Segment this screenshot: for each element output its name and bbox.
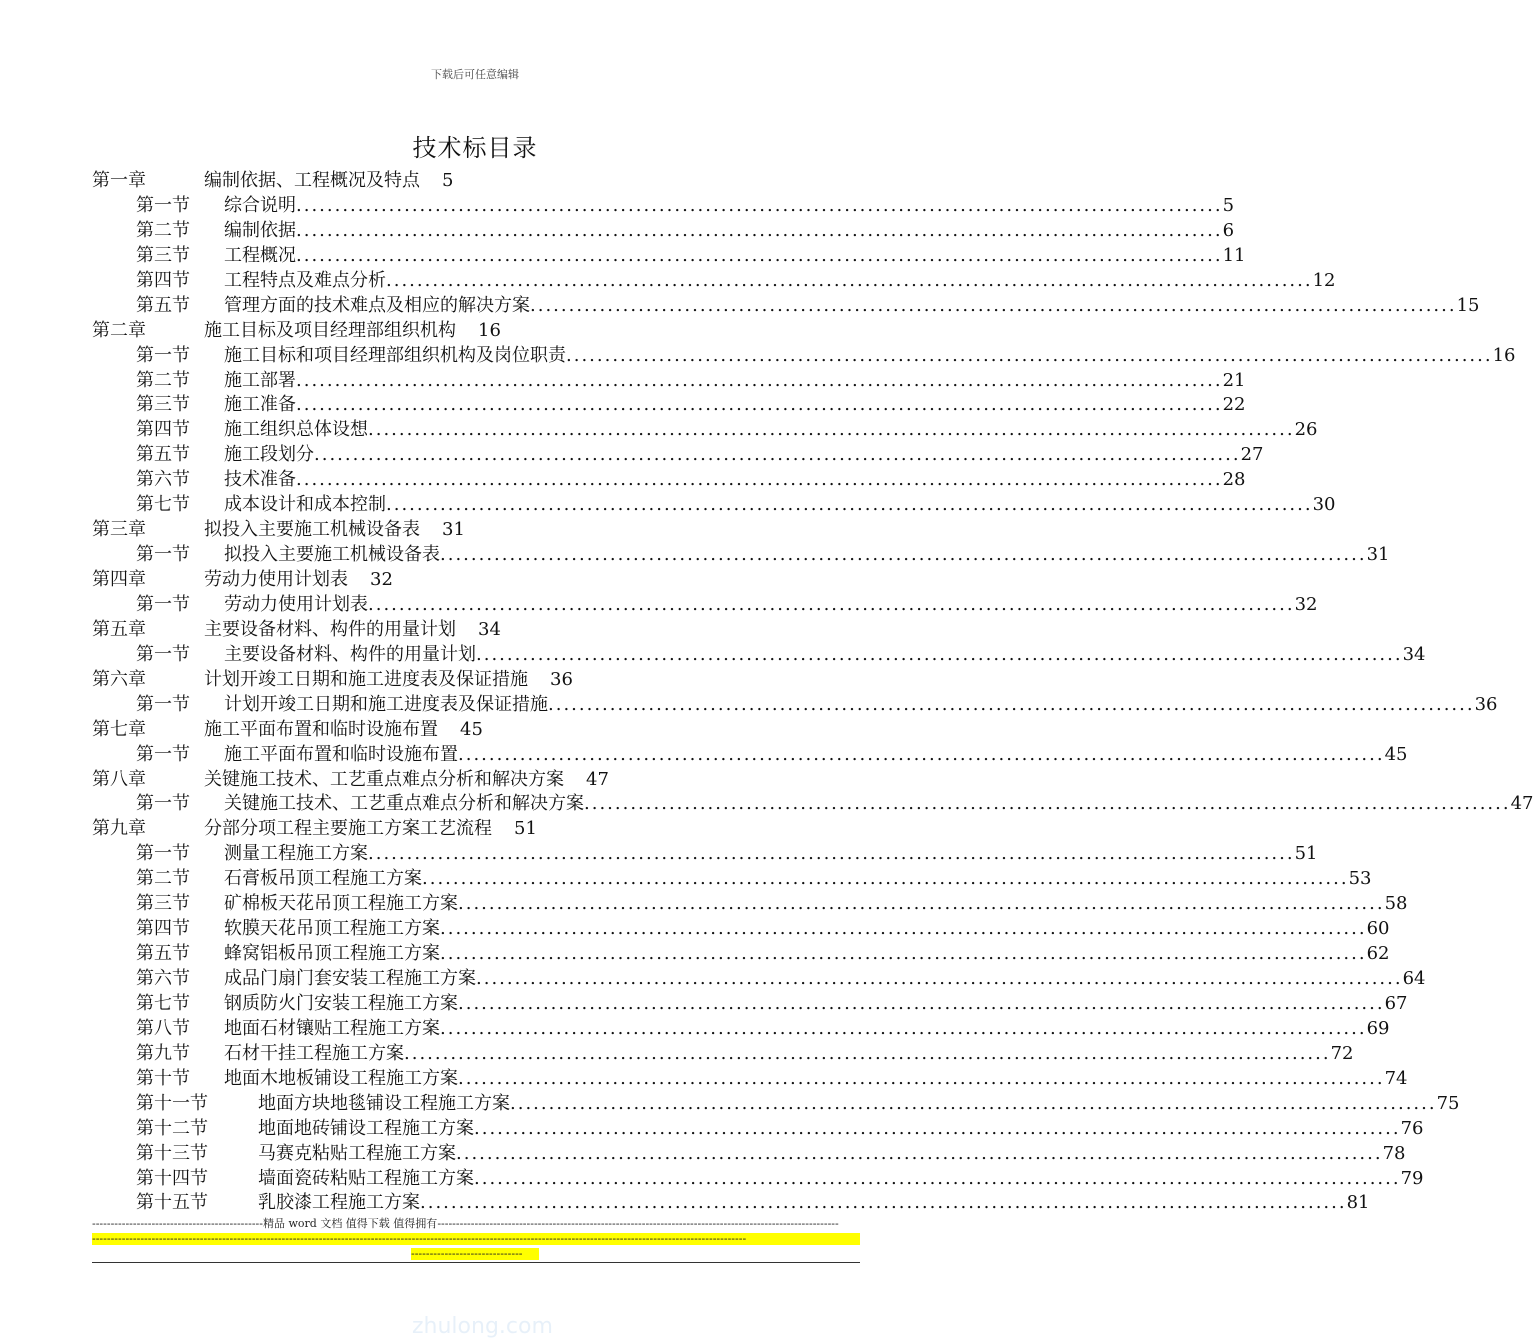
toc-dot-leader: ........................................................................................................................ (530, 294, 1457, 316)
toc-entry-page: 31 (1366, 544, 1390, 566)
toc-dot-leader: ........................................................................................................................ (458, 743, 1385, 765)
footer-banner (92, 1218, 860, 1230)
toc-entry-page: 32 (1294, 593, 1318, 615)
toc-entry-page: 58 (1384, 893, 1408, 915)
footer-text: 精品 word 文档 值得下载 值得拥有 (262, 1217, 438, 1230)
toc-entry-title: 技术准备 (224, 469, 296, 491)
toc-entry-title: 拟投入主要施工机械设备表 (204, 519, 420, 541)
toc-entry-title: 地面木地板铺设工程施工方案 (224, 1067, 458, 1089)
toc-entry-title: 地面方块地毯铺设工程施工方案 (258, 1092, 510, 1114)
toc-chapter-row[interactable] (92, 768, 860, 793)
toc-section-row[interactable] (92, 1042, 1354, 1067)
toc-entry-title: 编制依据 (224, 219, 296, 241)
toc-dot-leader: ........................................................................................................................ (296, 369, 1223, 391)
toc-entry-number: 第十四节 (136, 1167, 208, 1189)
toc-entry-number: 第十二节 (136, 1117, 208, 1139)
toc-entry-page: 78 (1382, 1142, 1406, 1164)
toc-section-row[interactable] (92, 867, 1372, 892)
toc-entry-number: 第一节 (136, 194, 190, 216)
toc-section-row[interactable] (92, 294, 1480, 319)
toc-entry-title: 乳胶漆工程施工方案 (258, 1192, 420, 1214)
toc-chapter-row[interactable] (92, 668, 860, 693)
toc-section-row[interactable] (92, 842, 1318, 867)
toc-entry-number: 第一节 (136, 843, 190, 865)
toc-entry-page: 11 (1222, 244, 1246, 266)
toc-entry-title: 管理方面的技术难点及相应的解决方案 (224, 294, 530, 316)
toc-dot-leader: ........................................................................................................................ (440, 1017, 1367, 1039)
toc-section-row[interactable] (92, 693, 1498, 718)
footer-dashes-left: ---------------------------------------------- (92, 1217, 263, 1230)
toc-section-row[interactable] (92, 418, 1318, 443)
toc-section-row[interactable] (92, 917, 1390, 942)
toc-entry-title: 施工平面布置和临时设施布置 (204, 718, 438, 740)
toc-entry-number: 第四章 (92, 569, 146, 590)
toc-entry-page: 28 (1222, 469, 1246, 491)
toc-entry-title: 关键施工技术、工艺重点难点分析和解决方案 (224, 793, 584, 815)
toc-dot-leader: ........................................................................................................................ (296, 394, 1223, 416)
toc-entry-page: 27 (1240, 444, 1264, 466)
toc-entry-number: 第七节 (136, 494, 190, 516)
toc-entry-page: 79 (1400, 1167, 1424, 1189)
toc-section-row[interactable] (92, 393, 1246, 418)
toc-chapter-row[interactable] (92, 817, 860, 842)
toc-entry-page: 51 (514, 818, 537, 840)
toc-entry-title: 地面石材镶贴工程施工方案 (224, 1017, 440, 1039)
toc-entry-title: 蜂窝铝板吊顶工程施工方案 (224, 943, 440, 965)
toc-entry-title: 施工准备 (224, 394, 296, 416)
toc-entry-page: 31 (442, 519, 465, 541)
toc-dot-leader: ........................................................................................................................ (404, 1042, 1331, 1064)
toc-entry-title: 钢质防火门安装工程施工方案 (224, 992, 458, 1014)
toc-entry-page: 45 (460, 718, 483, 740)
toc-entry-number: 第五节 (136, 444, 190, 466)
toc-section-row[interactable] (92, 468, 1246, 493)
toc-entry-number: 第一节 (136, 693, 190, 715)
footer-dashes-right: ------------------------------------------------------------------------------------------------------------ (437, 1217, 839, 1230)
toc-entry-number: 第四节 (136, 918, 190, 940)
toc-section-row[interactable] (92, 792, 1534, 817)
toc-entry-number: 第二节 (136, 369, 190, 391)
toc-entry-title: 施工组织总体设想 (224, 419, 368, 441)
toc-section-row[interactable] (92, 967, 1426, 992)
toc-entry-page: 34 (478, 618, 501, 640)
toc-entry-title: 施工目标及项目经理部组织机构 (204, 319, 456, 341)
toc-entry-number: 第五节 (136, 943, 190, 965)
document-title: 技术标目录 (412, 134, 538, 162)
toc-entry-number: 第三节 (136, 394, 190, 416)
toc-entry-page: 47 (586, 768, 609, 790)
toc-dot-leader: ........................................................................................................................ (510, 1092, 1437, 1114)
toc-entry-title: 编制依据、工程概况及特点 (204, 170, 420, 191)
toc-section-row[interactable] (92, 1117, 1424, 1142)
toc-entry-page: 6 (1222, 219, 1235, 241)
toc-entry-page: 30 (1312, 494, 1336, 516)
toc-section-row[interactable] (92, 244, 1246, 269)
toc-entry-page: 76 (1400, 1117, 1424, 1139)
toc-section-row[interactable] (92, 942, 1390, 967)
toc-dot-leader: ........................................................................................................................ (566, 344, 1493, 366)
table-of-contents (92, 169, 1534, 1216)
toc-dot-leader: ........................................................................................................................ (296, 244, 1223, 266)
toc-dot-leader: ........................................................................................................................ (584, 793, 1511, 815)
toc-section-row[interactable] (92, 1142, 1406, 1167)
toc-entry-title: 石材干挂工程施工方案 (224, 1042, 404, 1064)
toc-entry-title: 工程特点及难点分析 (224, 269, 386, 291)
toc-entry-page: 32 (370, 569, 393, 590)
toc-chapter-row[interactable] (92, 169, 860, 194)
toc-entry-number: 第五章 (92, 618, 146, 640)
toc-section-row[interactable] (92, 543, 1390, 568)
toc-entry-number: 第十五节 (136, 1192, 208, 1214)
toc-entry-page: 64 (1402, 968, 1426, 989)
toc-dot-leader: ........................................................................................................................ (440, 943, 1367, 965)
toc-entry-number: 第七章 (92, 718, 146, 740)
toc-entry-number: 第十三节 (136, 1142, 208, 1164)
toc-entry-number: 第一节 (136, 793, 190, 815)
toc-entry-number: 第六章 (92, 668, 146, 690)
toc-section-row[interactable] (92, 369, 1246, 394)
toc-entry-title: 主要设备材料、构件的用量计划 (224, 643, 476, 665)
toc-entry-page: 60 (1366, 918, 1390, 940)
toc-entry-number: 第三节 (136, 244, 190, 266)
toc-dot-leader: ........................................................................................................................ (368, 419, 1295, 441)
toc-entry-title: 石膏板吊顶工程施工方案 (224, 868, 422, 890)
toc-section-row[interactable] (92, 743, 1408, 768)
toc-entry-number: 第四节 (136, 269, 190, 291)
toc-entry-page: 5 (1222, 194, 1235, 216)
toc-chapter-row[interactable] (92, 618, 860, 643)
toc-entry-title: 综合说明 (224, 194, 296, 216)
toc-entry-title: 施工段划分 (224, 444, 314, 466)
toc-dot-leader: ........................................................................................................................ (456, 1142, 1383, 1164)
toc-entry-title: 分部分项工程主要施工方案工艺流程 (204, 818, 492, 840)
toc-dot-leader: ........................................................................................................................ (296, 194, 1223, 216)
toc-section-row[interactable] (92, 1191, 1370, 1216)
toc-entry-page: 15 (1456, 294, 1480, 316)
toc-chapter-row[interactable] (92, 568, 860, 593)
toc-entry-number: 第一节 (136, 544, 190, 566)
bottom-rule (92, 1262, 860, 1263)
toc-entry-number: 第十一节 (136, 1092, 208, 1114)
toc-entry-number: 第八节 (136, 1017, 190, 1039)
toc-entry-number: 第一章 (92, 170, 146, 191)
toc-section-row[interactable] (92, 593, 1318, 618)
toc-entry-page: 53 (1348, 868, 1372, 890)
toc-section-row[interactable] (92, 269, 1336, 294)
toc-entry-page: 36 (550, 668, 573, 690)
toc-section-row[interactable] (92, 443, 1264, 468)
toc-entry-number: 第一节 (136, 643, 190, 665)
toc-dot-leader: ........................................................................................................................ (458, 1067, 1385, 1089)
toc-entry-page: 67 (1384, 992, 1408, 1014)
toc-dot-leader: ........................................................................................................................ (458, 992, 1385, 1014)
toc-entry-number: 第五节 (136, 294, 190, 316)
toc-section-row[interactable] (92, 344, 1516, 369)
watermark-text: zhulong.com (412, 1314, 553, 1339)
toc-entry-title: 施工部署 (224, 369, 296, 391)
toc-entry-number: 第一节 (136, 743, 190, 765)
toc-section-row[interactable] (92, 1167, 1424, 1192)
toc-entry-number: 第十节 (136, 1067, 190, 1089)
toc-entry-page: 81 (1346, 1192, 1370, 1214)
toc-chapter-row[interactable] (92, 518, 860, 543)
toc-entry-number: 第九节 (136, 1042, 190, 1064)
toc-entry-page: 69 (1366, 1017, 1390, 1039)
toc-entry-page: 34 (1402, 643, 1426, 665)
toc-section-row[interactable] (92, 1067, 1408, 1092)
toc-entry-number: 第二节 (136, 219, 190, 241)
toc-entry-title: 关键施工技术、工艺重点难点分析和解决方案 (204, 768, 564, 790)
footer-dash-band: -------------------------------------------------------------------------------------------------------------------------------------------------------------------------------- (92, 1233, 860, 1245)
toc-dot-leader: ........................................................................................................................ (476, 643, 1403, 665)
toc-dot-leader: ........................................................................................................................ (386, 494, 1313, 516)
toc-entry-page: 12 (1312, 269, 1336, 291)
footer-dash-band-short: ------------------------------ (411, 1248, 539, 1260)
toc-entry-number: 第三章 (92, 519, 146, 541)
toc-dot-leader: ........................................................................................................................ (548, 693, 1475, 715)
toc-entry-title: 计划开竣工日期和施工进度表及保证措施 (204, 668, 528, 690)
toc-entry-number: 第一节 (136, 593, 190, 615)
toc-section-row[interactable] (92, 493, 1336, 518)
toc-entry-page: 16 (478, 319, 501, 341)
toc-entry-title: 测量工程施工方案 (224, 843, 368, 865)
toc-dot-leader: ........................................................................................................................ (386, 269, 1313, 291)
toc-dot-leader: ........................................................................................................................ (476, 968, 1403, 989)
toc-entry-title: 施工平面布置和临时设施布置 (224, 743, 458, 765)
toc-entry-page: 5 (442, 170, 454, 191)
toc-entry-title: 劳动力使用计划表 (204, 569, 348, 590)
toc-section-row[interactable] (92, 219, 1235, 244)
toc-entry-page: 26 (1294, 419, 1318, 441)
toc-dot-leader: ........................................................................................................................ (420, 1192, 1347, 1214)
toc-dot-leader: ........................................................................................................................ (474, 1117, 1401, 1139)
toc-entry-page: 62 (1366, 943, 1390, 965)
toc-entry-number: 第六节 (136, 968, 190, 989)
toc-dot-leader: ........................................................................................................................ (422, 868, 1349, 890)
toc-entry-page: 72 (1330, 1042, 1354, 1064)
toc-dot-leader: ........................................................................................................................ (296, 469, 1223, 491)
toc-section-row[interactable] (92, 1092, 1460, 1117)
toc-entry-number: 第二章 (92, 319, 146, 341)
toc-entry-page: 45 (1384, 743, 1408, 765)
toc-entry-title: 拟投入主要施工机械设备表 (224, 544, 440, 566)
toc-entry-page: 75 (1436, 1092, 1460, 1114)
toc-entry-number: 第二节 (136, 868, 190, 890)
toc-entry-title: 矿棉板天花吊顶工程施工方案 (224, 893, 458, 915)
toc-entry-title: 墙面瓷砖粘贴工程施工方案 (258, 1167, 474, 1189)
toc-entry-page: 21 (1222, 369, 1246, 391)
toc-section-row[interactable] (92, 643, 1426, 668)
toc-entry-title: 工程概况 (224, 244, 296, 266)
toc-dot-leader: ........................................................................................................................ (368, 593, 1295, 615)
toc-entry-title: 马赛克粘贴工程施工方案 (258, 1142, 456, 1164)
toc-entry-title: 成品门扇门套安装工程施工方案 (224, 968, 476, 989)
toc-entry-number: 第六节 (136, 469, 190, 491)
toc-entry-title: 劳动力使用计划表 (224, 593, 368, 615)
toc-section-row[interactable] (92, 1017, 1390, 1042)
toc-entry-title: 地面地砖铺设工程施工方案 (258, 1117, 474, 1139)
toc-entry-page: 22 (1222, 394, 1246, 416)
toc-chapter-row[interactable] (92, 319, 860, 344)
toc-entry-number: 第七节 (136, 992, 190, 1014)
toc-entry-number: 第四节 (136, 419, 190, 441)
toc-entry-number: 第九章 (92, 818, 146, 840)
toc-section-row[interactable] (92, 194, 1235, 219)
toc-entry-number: 第八章 (92, 768, 146, 790)
toc-dot-leader: ........................................................................................................................ (440, 918, 1367, 940)
toc-entry-title: 软膜天花吊顶工程施工方案 (224, 918, 440, 940)
toc-dot-leader: ........................................................................................................................ (296, 219, 1223, 241)
toc-entry-page: 74 (1384, 1067, 1408, 1089)
toc-entry-title: 成本设计和成本控制 (224, 494, 386, 516)
toc-section-row[interactable] (92, 892, 1408, 917)
toc-dot-leader: ........................................................................................................................ (368, 843, 1295, 865)
toc-entry-title: 计划开竣工日期和施工进度表及保证措施 (224, 693, 548, 715)
toc-dot-leader: ........................................................................................................................ (440, 544, 1367, 566)
toc-entry-number: 第一节 (136, 344, 190, 366)
toc-entry-page: 47 (1510, 793, 1534, 815)
toc-section-row[interactable] (92, 992, 1408, 1017)
header-note: 下载后可任意编辑 (431, 68, 519, 81)
toc-entry-page: 51 (1294, 843, 1318, 865)
toc-dot-leader: ........................................................................................................................ (458, 893, 1385, 915)
toc-entry-number: 第三节 (136, 893, 190, 915)
toc-entry-page: 36 (1474, 693, 1498, 715)
toc-entry-title: 施工目标和项目经理部组织机构及岗位职责 (224, 344, 566, 366)
toc-dot-leader: ........................................................................................................................ (474, 1167, 1401, 1189)
toc-chapter-row[interactable] (92, 718, 860, 743)
toc-entry-title: 主要设备材料、构件的用量计划 (204, 618, 456, 640)
toc-entry-page: 16 (1492, 344, 1516, 366)
toc-dot-leader: ........................................................................................................................ (314, 444, 1241, 466)
